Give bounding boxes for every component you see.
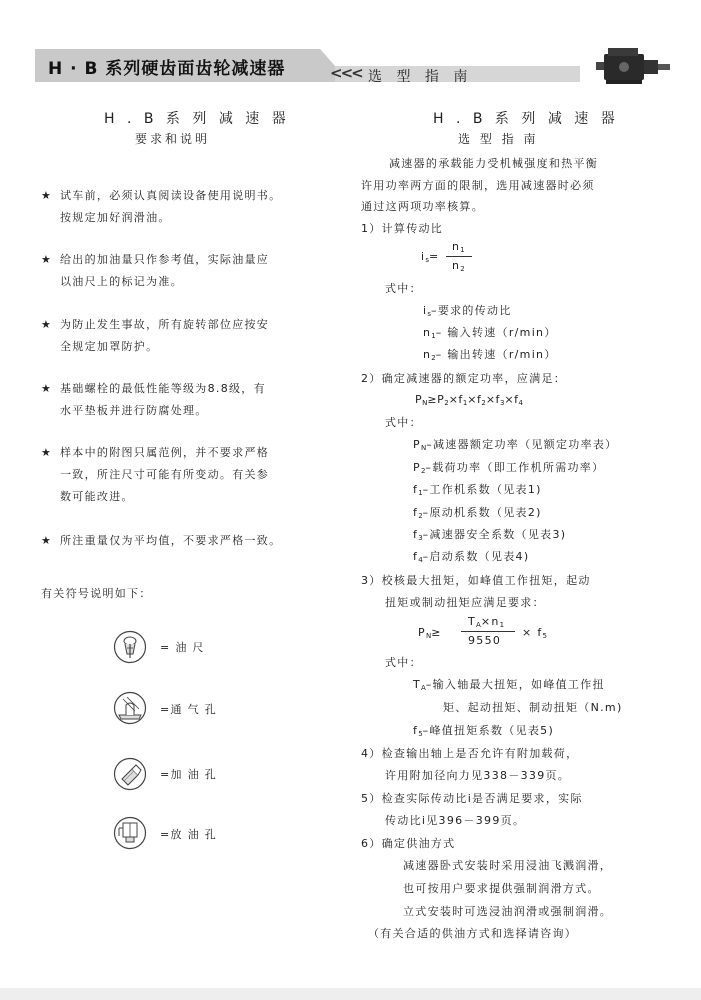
note-text: 水平垫板并进行防腐处理。 <box>60 404 208 417</box>
section-4-line: 4）检查输出轴上是否允许有附加载荷， <box>361 747 579 760</box>
symbol-label: =放 油 孔 <box>160 828 218 841</box>
gearbox-motor-icon <box>596 44 672 88</box>
star-icon: ★ <box>41 189 51 202</box>
star-icon: ★ <box>41 318 51 331</box>
note-text: 全规定加罩防护。 <box>60 340 159 353</box>
star-icon: ★ <box>41 253 51 266</box>
definition-cont: 矩、起动扭矩、制动扭矩（N.m) <box>443 701 623 714</box>
footer-band <box>0 988 701 1000</box>
section-4-line: 许用附加径向力见338－339页。 <box>385 769 571 782</box>
power-formula: $P_N\ge P_2\times f_1\times f_2\times f_3\times f_4$ <box>415 393 523 407</box>
definition: $f_4-$启动系数（见表4) <box>413 550 530 564</box>
intro-line: 许用功率两方面的限制，选用减速器时必须 <box>361 179 595 192</box>
section-6-title: 6）确定供油方式 <box>361 837 456 850</box>
vent-hole-icon <box>113 691 147 725</box>
definition: $T_A-$输入轴最大扭矩，如峰值工作扭 <box>413 678 605 692</box>
definition: $n_2-$ 输出转速（r/min） <box>423 348 557 362</box>
torque-numerator: $T_A\times n_1$ <box>468 615 505 629</box>
definition: $f_3-$减速器安全系数（见表3) <box>413 528 567 542</box>
definition: $P_2-$载荷功率（即工作机所需功率） <box>413 461 605 475</box>
symbol-label: = 油 尺 <box>160 641 205 654</box>
symbols-intro: 有关符号说明如下： <box>41 587 152 600</box>
note-text: 为防止发生事故，所有旋转部位应按安 <box>60 318 270 331</box>
definition: $P_N-$减速器额定功率（见额定功率表） <box>413 438 618 452</box>
oil-drain-hole-icon <box>113 816 147 850</box>
section-5-line: 5）检查实际传动比i是否满足要求，实际 <box>361 792 583 805</box>
where-label: 式中： <box>385 656 422 669</box>
right-heading: H . B 系 列 减 速 器 <box>433 111 619 127</box>
note-text: 样本中的附图只属范例，并不要求严格 <box>60 446 270 459</box>
chevrons-left-icon: <<< <box>330 64 362 82</box>
definition: $f_5-$峰值扭矩系数（见表5) <box>413 724 555 738</box>
star-icon: ★ <box>41 534 51 547</box>
star-icon: ★ <box>41 382 51 395</box>
note-text: 一致，所注尺寸可能有所变动。有关参 <box>60 468 270 481</box>
section-6-line: 减速器卧式安装时采用浸油飞溅润滑， <box>403 859 613 872</box>
header-subtitle: 选 型 指 南 <box>368 69 473 85</box>
torque-formula-lhs: $P_N\ge$ <box>418 626 442 640</box>
note-text: 基础螺栓的最低性能等级为8.8级，有 <box>60 382 266 395</box>
note-text: 所注重量仅为平均值，不要求严格一致。 <box>60 534 282 547</box>
oil-fill-hole-icon <box>113 757 147 791</box>
definition: $f_2-$原动机系数（见表2) <box>413 506 542 520</box>
intro-line: 通过这两项功率核算。 <box>361 200 484 213</box>
ratio-numerator: $n_1$ <box>452 240 465 254</box>
definition: $i_s-$要求的传动比 <box>423 304 512 318</box>
star-icon: ★ <box>41 446 51 459</box>
note-text: 数可能改进。 <box>60 490 134 503</box>
symbol-label: =加 油 孔 <box>160 768 218 781</box>
fraction-bar <box>446 256 472 257</box>
section-1-title: 1）计算传动比 <box>361 222 444 235</box>
section-2-title: 2）确定减速器的额定功率，应满足： <box>361 372 567 385</box>
section-6-line: 立式安装时可选浸油润滑或强制润滑。 <box>403 905 613 918</box>
definition: $n_1-$ 输入转速（r/min） <box>423 326 557 340</box>
left-heading: H . B 系 列 减 速 器 <box>104 111 290 127</box>
right-subheading: 选 型 指 南 <box>458 132 539 146</box>
where-label: 式中： <box>385 282 422 295</box>
section-5-line: 传动比i见396－399页。 <box>385 814 526 827</box>
section-3-title-cont: 扭矩或制动扭矩应满足要求： <box>385 596 545 609</box>
dipstick-icon <box>113 630 147 664</box>
note-text: 以油尺上的标记为准。 <box>60 275 183 288</box>
note-text: 按规定加好润滑油。 <box>60 211 171 224</box>
section-6-note: （有关合适的供油方式和选择请咨询） <box>368 927 578 940</box>
left-subheading: 要求和说明 <box>135 132 211 146</box>
section-3-title: 3）校核最大扭矩，如峰值工作扭矩，起动 <box>361 574 591 587</box>
header-title: H · B 系列硬齿面齿轮减速器 <box>48 59 286 79</box>
note-text: 给出的加油量只作参考值，实际油量应 <box>60 253 270 266</box>
symbol-label: =通 气 孔 <box>160 703 218 716</box>
section-6-line: 也可按用户要求提供强制润滑方式。 <box>403 882 600 895</box>
note-text: 试车前，必须认真阅读设备使用说明书。 <box>60 189 282 202</box>
intro-line: 减速器的承载能力受机械强度和热平衡 <box>389 157 599 170</box>
definition: $f_1-$工作机系数（见表1) <box>413 483 542 497</box>
fraction-bar <box>461 631 515 632</box>
ratio-formula-lhs: $i_s=$ <box>421 250 440 264</box>
torque-denominator: 9550 <box>468 634 502 647</box>
torque-multiplier: × $f_5$ <box>522 626 547 640</box>
where-label: 式中： <box>385 416 422 429</box>
ratio-denominator: $n_2$ <box>452 259 465 273</box>
